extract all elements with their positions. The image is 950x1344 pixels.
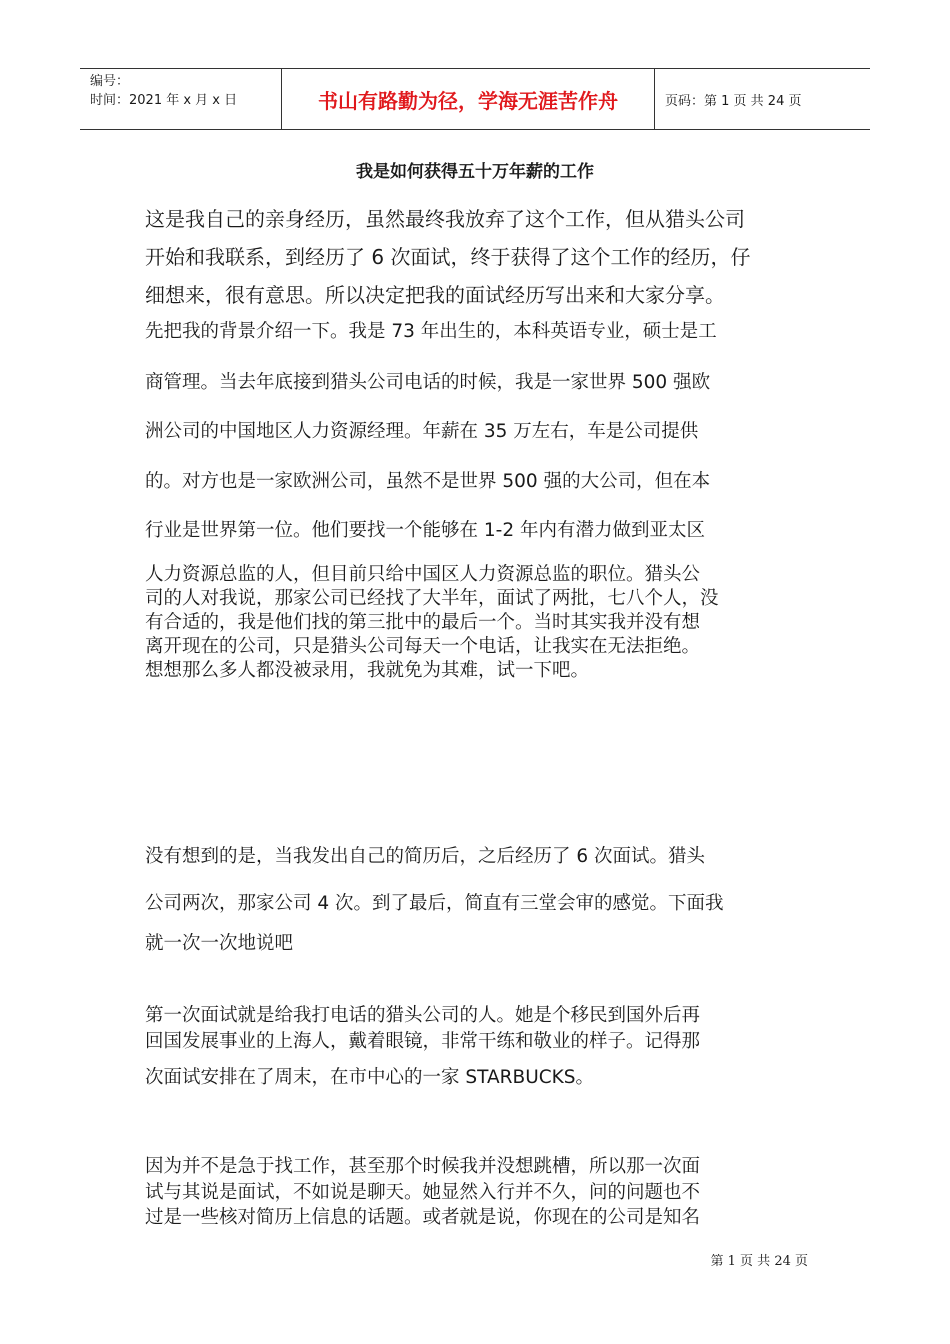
text-line: 司的人对我说，那家公司已经找了大半年，面试了两批，七八个人，没 [145, 588, 719, 609]
document-header [80, 68, 870, 130]
text-line: 没有想到的是，当我发出自己的简历后，之后经历了 6 次面试。猎头 [145, 846, 706, 867]
text-line: 想想那么多人都没被录用，我就免为其难，试一下吧。 [145, 660, 590, 681]
text-line: 过是一些核对简历上信息的话题。或者就是说，你现在的公司是知名 [145, 1207, 701, 1228]
header-meta-cell [80, 69, 282, 129]
number-label: 编号： [90, 74, 130, 89]
text-line: 行业是世界第一位。他们要找一个能够在 1-2 年内有潜力做到亚太区 [145, 520, 705, 541]
text-line: 回国发展事业的上海人，戴着眼镜，非常干练和敬业的样子。记得那 [145, 1031, 701, 1052]
text-line: 商管理。当去年底接到猎头公司电话的时候，我是一家世界 500 强欧 [145, 372, 711, 393]
text-line: 先把我的背景介绍一下。我是 73 年出生的，本科英语专业，硕士是工 [145, 321, 717, 342]
document-title: 我是如何获得五十万年薪的工作 [356, 162, 594, 182]
date-label: 时间：2021 年 x 月 x 日 [90, 93, 238, 108]
page-footer: 第 1 页 共 24 页 [710, 1254, 808, 1269]
text-line: 这是我自己的亲身经历，虽然最终我放弃了这个工作，但从猎头公司 [145, 207, 745, 231]
text-line: 人力资源总监的人，但目前只给中国区人力资源总监的职位。猎头公 [145, 564, 701, 585]
page-info: 页码：第 1 页 共 24 页 [665, 93, 802, 109]
text-line: 就一次一次地说吧 [145, 933, 294, 954]
motto: 书山有路勤为径，学海无涯苦作舟 [318, 88, 618, 113]
text-line: 细想来，很有意思。所以决定把我的面试经历写出来和大家分享。 [145, 283, 725, 307]
header-motto-cell [282, 69, 655, 129]
text-line: 试与其说是面试，不如说是聊天。她显然入行并不久，问的问题也不 [145, 1182, 701, 1203]
text-line: 因为并不是急于找工作，甚至那个时候我并没想跳槽，所以那一次面 [145, 1156, 701, 1177]
text-line: 离开现在的公司，只是猎头公司每天一个电话，让我实在无法拒绝。 [145, 636, 701, 657]
text-line: 洲公司的中国地区人力资源经理。年薪在 35 万左右，车是公司提供 [145, 421, 699, 442]
text-line: 有合适的，我是他们找的第三批中的最后一个。当时其实我并没有想 [145, 612, 701, 633]
text-line: 第一次面试就是给我打电话的猎头公司的人。她是个移民到国外后再 [145, 1005, 701, 1026]
text-line: 的。对方也是一家欧洲公司，虽然不是世界 500 强的大公司，但在本 [145, 471, 711, 492]
text-line: 公司两次，那家公司 4 次。到了最后，简直有三堂会审的感觉。下面我 [145, 893, 724, 914]
text-line: 次面试安排在了周末，在市中心的一家 STARBUCKS。 [145, 1067, 595, 1088]
text-line: 开始和我联系，到经历了 6 次面试，终于获得了这个工作的经历，仔 [145, 245, 751, 269]
header-page-cell [655, 69, 870, 129]
